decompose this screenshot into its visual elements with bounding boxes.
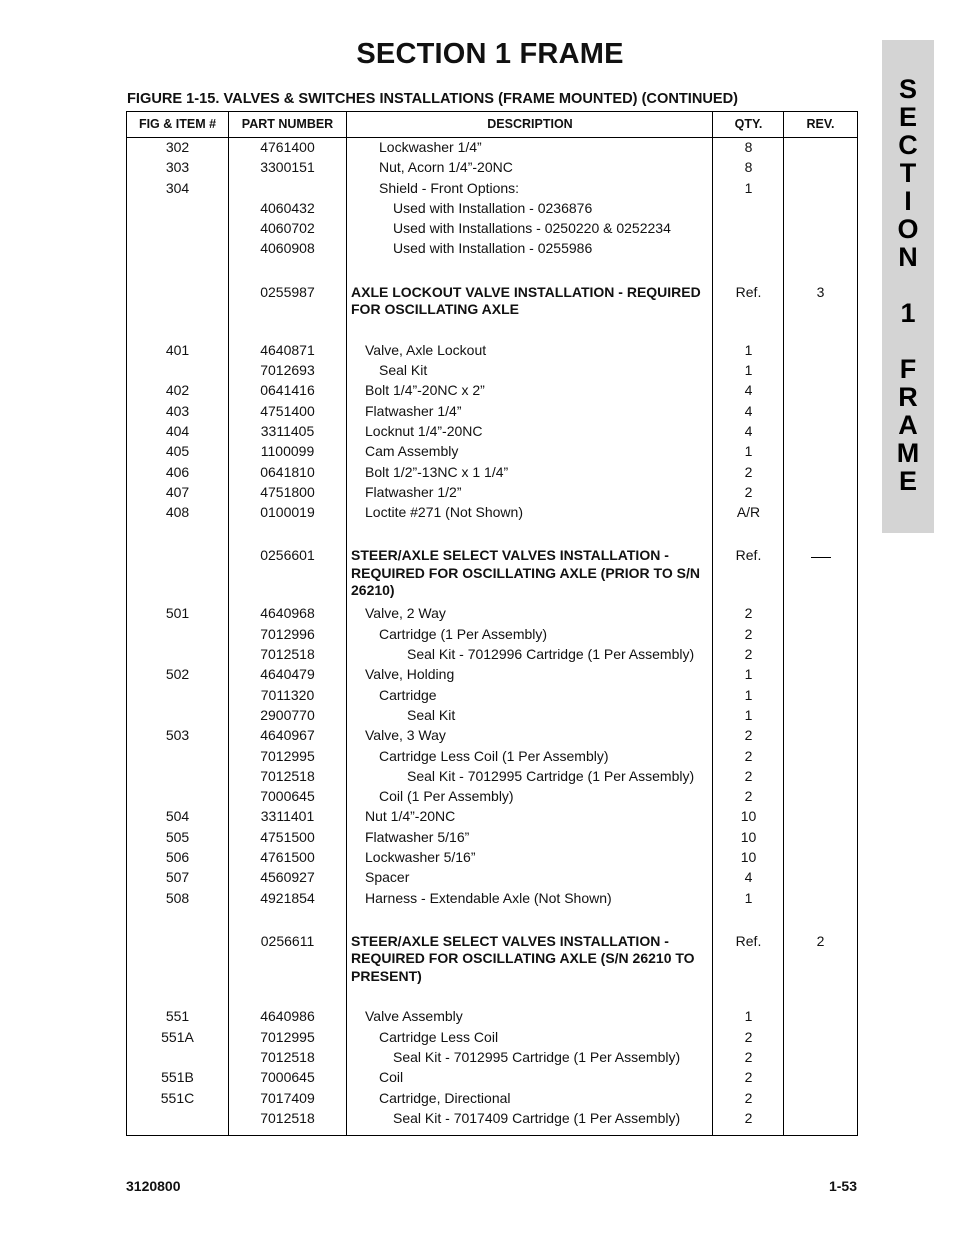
row-item-number: 304 bbox=[165, 179, 190, 196]
row-description: Locknut 1/4”-20NC bbox=[365, 422, 483, 439]
side-tab-letter: 1 bbox=[900, 298, 916, 328]
table-row bbox=[127, 1029, 857, 1049]
table-row bbox=[127, 1008, 857, 1028]
row-qty: 1 bbox=[744, 686, 753, 703]
table-row bbox=[127, 284, 857, 319]
side-tab-letter: A bbox=[898, 410, 918, 440]
row-description: Valve, Holding bbox=[365, 666, 455, 683]
row-description: Nut, Acorn 1/4”-20NC bbox=[379, 159, 513, 176]
row-description: Seal Kit bbox=[379, 362, 428, 379]
row-description: Flatwasher 5/16” bbox=[365, 828, 470, 845]
row-qty: 1 bbox=[744, 666, 753, 683]
side-tab-letter: N bbox=[898, 242, 918, 272]
row-description: Cartridge (1 Per Assembly) bbox=[379, 625, 548, 642]
rev-dash bbox=[811, 557, 831, 558]
table-row bbox=[127, 1069, 857, 1089]
row-part-number: 3311401 bbox=[260, 808, 315, 825]
row-item-number: 551A bbox=[161, 1028, 194, 1045]
row-part-number: 7000645 bbox=[260, 1069, 315, 1086]
header-rev: REV. bbox=[806, 117, 835, 131]
row-description: Cartridge Less Coil bbox=[379, 1028, 499, 1045]
row-description: Valve, Axle Lockout bbox=[365, 341, 487, 358]
row-description: Seal Kit - 7012996 Cartridge (1 Per Assembly) bbox=[407, 646, 695, 663]
table-row bbox=[127, 849, 857, 869]
table-row bbox=[127, 220, 857, 240]
row-rev: 3 bbox=[816, 283, 825, 300]
row-description: Cartridge bbox=[379, 686, 437, 703]
table-row bbox=[127, 748, 857, 768]
row-part-number: 3300151 bbox=[260, 159, 315, 176]
row-part-number: 4751800 bbox=[260, 483, 315, 500]
row-item-number: 507 bbox=[165, 869, 190, 886]
row-qty: 2 bbox=[744, 747, 753, 764]
row-part-number: 7017409 bbox=[260, 1089, 315, 1106]
header-item: FIG & ITEM # bbox=[138, 117, 217, 131]
row-part-number: 0641416 bbox=[260, 382, 315, 399]
row-qty: 10 bbox=[740, 808, 757, 825]
table-row bbox=[127, 727, 857, 747]
table-row bbox=[127, 547, 857, 599]
table-row bbox=[127, 1110, 857, 1130]
row-description: AXLE LOCKOUT VALVE INSTALLATION - REQUIRED FOR OSCILLATING AXLE bbox=[351, 283, 701, 318]
row-qty: 2 bbox=[744, 767, 753, 784]
table-row bbox=[127, 933, 857, 986]
side-tab-letter: S bbox=[898, 74, 917, 104]
row-part-number: 4640986 bbox=[260, 1008, 315, 1025]
side-tab-letter: M bbox=[896, 438, 920, 468]
table-body bbox=[127, 139, 857, 1130]
table-row bbox=[127, 362, 857, 382]
row-item-number: 502 bbox=[165, 666, 190, 683]
table-row bbox=[127, 159, 857, 179]
side-tab-letter: E bbox=[898, 102, 917, 132]
row-qty: 4 bbox=[744, 422, 753, 439]
row-item-number: 506 bbox=[165, 849, 190, 866]
row-qty: 4 bbox=[744, 382, 753, 399]
row-description: Seal Kit - 7012995 Cartridge (1 Per Assembly) bbox=[393, 1049, 681, 1065]
row-description: Nut 1/4”-20NC bbox=[365, 808, 456, 825]
row-item-number: 405 bbox=[165, 443, 190, 460]
row-qty: 2 bbox=[744, 1109, 753, 1126]
row-part-number: 2900770 bbox=[260, 706, 315, 723]
table-row bbox=[127, 788, 857, 808]
table-row bbox=[127, 707, 857, 727]
row-description: Lockwasher 5/16” bbox=[365, 849, 476, 866]
table-row bbox=[127, 890, 857, 910]
row-part-number: 7012995 bbox=[260, 747, 315, 764]
row-description: Shield - Front Options: bbox=[379, 179, 520, 196]
table-row bbox=[127, 484, 857, 504]
row-item-number: 401 bbox=[165, 341, 190, 358]
row-description: Cartridge, Directional bbox=[379, 1089, 511, 1106]
row-part-number: 4761400 bbox=[260, 139, 315, 155]
row-part-number: 0100019 bbox=[260, 504, 315, 521]
row-description: STEER/AXLE SELECT VALVES INSTALLATION - REQUIRED FOR OSCILLATING AXLE (S/N 26210 TO PRESENT) bbox=[351, 932, 695, 984]
row-description: Seal Kit - 7017409 Cartridge (1 Per Assembly) bbox=[393, 1109, 681, 1126]
page-title: SECTION 1 FRAME bbox=[356, 38, 624, 70]
row-part-number: 7012693 bbox=[260, 362, 315, 379]
row-qty: 1 bbox=[744, 443, 753, 460]
row-qty: 2 bbox=[744, 1069, 753, 1086]
row-qty: 1 bbox=[744, 362, 753, 379]
page-number: 1-53 bbox=[828, 1178, 857, 1194]
table-row bbox=[127, 443, 857, 463]
row-qty: 2 bbox=[744, 463, 753, 480]
row-description: Seal Kit bbox=[407, 706, 456, 723]
row-qty: 4 bbox=[744, 869, 753, 886]
row-part-number: 4640871 bbox=[260, 341, 315, 358]
row-description: Used with Installations - 0250220 & 0252234 bbox=[393, 220, 671, 237]
side-tab-letter: E bbox=[898, 466, 917, 496]
row-item-number: 505 bbox=[165, 828, 190, 845]
row-part-number: 1100099 bbox=[260, 443, 315, 460]
row-description: Bolt 1/4”-20NC x 2” bbox=[365, 382, 485, 399]
row-part-number: 4921854 bbox=[260, 889, 315, 906]
row-part-number: 7000645 bbox=[260, 788, 315, 805]
row-qty: 2 bbox=[744, 1028, 753, 1045]
row-item-number: 403 bbox=[165, 402, 190, 419]
row-part-number: 7012996 bbox=[260, 625, 315, 642]
row-part-number: 4060908 bbox=[260, 240, 315, 257]
row-description: Lockwasher 1/4” bbox=[379, 139, 482, 155]
row-part-number: 0641810 bbox=[260, 463, 315, 480]
row-item-number: 551B bbox=[161, 1069, 194, 1086]
row-part-number: 4640968 bbox=[260, 605, 315, 622]
header-part-number: PART NUMBER bbox=[241, 117, 334, 131]
row-qty: 2 bbox=[744, 483, 753, 500]
row-part-number: 4060702 bbox=[260, 220, 315, 237]
table-row bbox=[127, 626, 857, 646]
row-qty: 2 bbox=[744, 788, 753, 805]
row-part-number: 7012518 bbox=[260, 767, 315, 784]
figure-title: FIGURE 1-15. VALVES & SWITCHES INSTALLATIONS (FRAME MOUNTED) (CONTINUED) bbox=[127, 91, 739, 107]
row-item-number: 303 bbox=[165, 159, 190, 176]
row-description: Cartridge Less Coil (1 Per Assembly) bbox=[379, 747, 609, 764]
header-qty: QTY. bbox=[734, 117, 763, 131]
table-row bbox=[127, 464, 857, 484]
row-part-number: 7011320 bbox=[260, 686, 315, 703]
row-item-number: 402 bbox=[165, 382, 190, 399]
row-description: Used with Installation - 0255986 bbox=[393, 240, 593, 257]
side-tab-letter: C bbox=[898, 130, 918, 160]
row-item-number: 501 bbox=[165, 605, 190, 622]
table-row bbox=[127, 504, 857, 524]
row-qty: 1 bbox=[744, 1008, 753, 1025]
row-qty: 2 bbox=[744, 727, 753, 744]
row-part-number: 7012995 bbox=[260, 1028, 315, 1045]
row-qty: A/R bbox=[736, 504, 761, 521]
row-part-number: 4060432 bbox=[260, 199, 315, 216]
table-row bbox=[127, 687, 857, 707]
row-description: Bolt 1/2”-13NC x 1 1/4” bbox=[365, 463, 509, 480]
row-part-number: 4560927 bbox=[260, 869, 315, 886]
row-item-number: 503 bbox=[165, 727, 190, 744]
row-qty: 2 bbox=[744, 646, 753, 663]
row-qty: 4 bbox=[744, 402, 753, 419]
parts-table bbox=[126, 111, 858, 1136]
table-row bbox=[127, 829, 857, 849]
row-description: Flatwasher 1/4” bbox=[365, 402, 462, 419]
row-qty: 1 bbox=[744, 341, 753, 358]
table-row bbox=[127, 666, 857, 686]
row-part-number: 0256611 bbox=[260, 932, 315, 949]
row-qty: 8 bbox=[744, 139, 753, 155]
row-qty: 2 bbox=[744, 1049, 753, 1065]
table-row bbox=[127, 382, 857, 402]
row-qty: 2 bbox=[744, 1089, 753, 1106]
table-row bbox=[127, 808, 857, 828]
row-description: Cam Assembly bbox=[365, 443, 459, 460]
row-qty: 1 bbox=[744, 706, 753, 723]
side-tab-letter: O bbox=[897, 214, 919, 244]
row-part-number: 7012518 bbox=[260, 646, 315, 663]
row-item-number: 302 bbox=[165, 139, 190, 155]
side-tab-letter: I bbox=[904, 186, 912, 216]
row-qty: Ref. bbox=[735, 932, 762, 949]
row-description: Spacer bbox=[365, 869, 410, 886]
row-item-number: 551C bbox=[160, 1089, 195, 1106]
row-description: Seal Kit - 7012995 Cartridge (1 Per Assembly) bbox=[407, 767, 695, 784]
table-row bbox=[127, 342, 857, 362]
row-rev bbox=[784, 547, 857, 565]
doc-number: 3120800 bbox=[126, 1178, 181, 1194]
table-row bbox=[127, 180, 857, 200]
table-row bbox=[127, 605, 857, 625]
side-tab-letter: R bbox=[898, 382, 918, 412]
side-tab-letter: T bbox=[899, 158, 917, 188]
table-row bbox=[127, 768, 857, 788]
table-row bbox=[127, 1090, 857, 1110]
row-part-number: 7012518 bbox=[260, 1109, 315, 1126]
table-row bbox=[127, 869, 857, 889]
table-header bbox=[127, 112, 857, 138]
row-description: STEER/AXLE SELECT VALVES INSTALLATION - REQUIRED FOR OSCILLATING AXLE (PRIOR TO S/N 26210) bbox=[351, 547, 700, 599]
row-part-number: 4640479 bbox=[260, 666, 315, 683]
row-item-number: 504 bbox=[165, 808, 190, 825]
row-item-number: 408 bbox=[165, 504, 190, 521]
table-row bbox=[127, 646, 857, 666]
row-part-number: 0256601 bbox=[260, 547, 315, 564]
row-qty: 8 bbox=[744, 159, 753, 176]
row-rev: 2 bbox=[816, 932, 825, 949]
row-part-number: 0255987 bbox=[260, 283, 315, 300]
row-qty: 2 bbox=[744, 625, 753, 642]
row-description: Harness - Extendable Axle (Not Shown) bbox=[365, 889, 612, 906]
side-tab-letter: F bbox=[899, 354, 917, 384]
row-item-number: 508 bbox=[165, 889, 190, 906]
table-row bbox=[127, 403, 857, 423]
row-qty: Ref. bbox=[735, 547, 762, 564]
header-description: DESCRIPTION bbox=[487, 117, 573, 131]
row-item-number: 407 bbox=[165, 483, 190, 500]
table-row bbox=[127, 139, 857, 159]
row-part-number: 7012518 bbox=[260, 1049, 315, 1065]
row-qty: 10 bbox=[740, 828, 757, 845]
table-row bbox=[127, 423, 857, 443]
row-description: Loctite #271 (Not Shown) bbox=[365, 504, 523, 521]
table-row bbox=[127, 1049, 857, 1069]
table-row bbox=[127, 200, 857, 220]
row-item-number: 406 bbox=[165, 463, 190, 480]
row-qty: 1 bbox=[744, 889, 753, 906]
row-part-number: 4640967 bbox=[260, 727, 315, 744]
row-description: Valve, 3 Way bbox=[365, 727, 446, 744]
row-part-number: 4761500 bbox=[260, 849, 315, 866]
row-item-number: 404 bbox=[165, 422, 190, 439]
row-description: Valve Assembly bbox=[365, 1008, 463, 1025]
row-part-number: 4751400 bbox=[260, 402, 315, 419]
row-qty: 10 bbox=[740, 849, 757, 866]
row-description: Valve, 2 Way bbox=[365, 605, 446, 622]
row-part-number: 3311405 bbox=[260, 422, 315, 439]
row-part-number: 4751500 bbox=[260, 828, 315, 845]
row-qty: 1 bbox=[744, 179, 753, 196]
table-row bbox=[127, 240, 857, 260]
row-item-number: 551 bbox=[165, 1008, 190, 1025]
row-description: Coil (1 Per Assembly) bbox=[379, 788, 514, 805]
row-description: Flatwasher 1/2” bbox=[365, 483, 462, 500]
row-description: Used with Installation - 0236876 bbox=[393, 199, 593, 216]
row-qty: 2 bbox=[744, 605, 753, 622]
section-side-tab bbox=[882, 40, 934, 533]
row-description: Coil bbox=[379, 1069, 404, 1086]
row-qty: Ref. bbox=[735, 283, 762, 300]
